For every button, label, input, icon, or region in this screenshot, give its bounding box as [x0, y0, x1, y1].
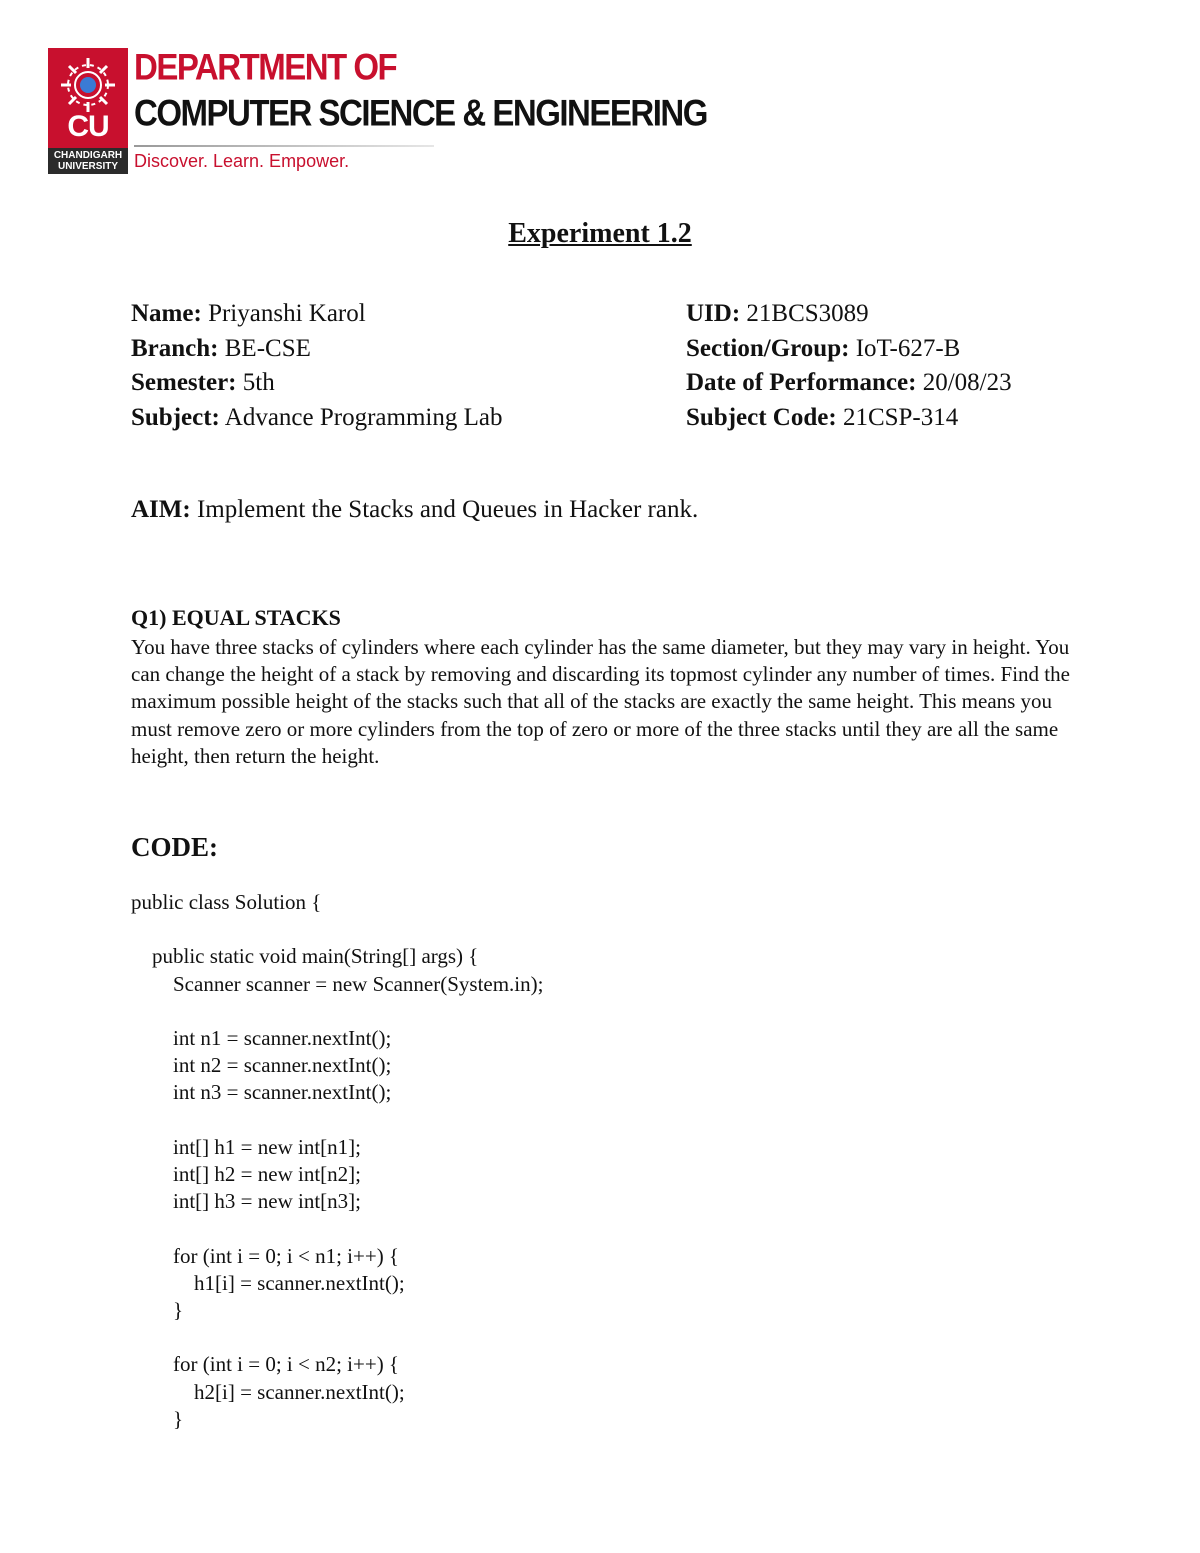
code-heading: CODE:	[131, 832, 218, 862]
subject-code-label: Subject Code:	[686, 403, 837, 431]
branch-row	[131, 332, 502, 367]
department-line-1: DEPARTMENT OF	[134, 46, 397, 88]
question-title: Q1) EQUAL STACKS	[131, 605, 341, 630]
date-value: 20/08/23	[916, 369, 1012, 396]
semester-value: 5th	[236, 369, 275, 396]
page-title: Experiment 1.2	[508, 218, 692, 249]
uid-label: UID:	[686, 300, 741, 327]
student-info-left	[131, 297, 502, 435]
subject-code-row	[686, 401, 1012, 436]
code-block: public class Solution { public static void main(String[] args) { Scanner scanner = new Scanner(System.in); int n1 = scanner.nextInt(); int n2 = scanner.nextInt(); int n3 = scanner.nextInt(); int[] h1 = new int[n1]; int[] h2 = new int[n2]; int[] h3 = new int[n3]; for (int i = 0; i < n1; i++) { h1[i] = scanner.nextInt(); } for (int i = 0; i < n2; i++) { h2[i] = scanner.nextInt(); }	[131, 890, 544, 1431]
logo-cu-text: CU	[67, 110, 109, 143]
semester-row	[131, 366, 502, 401]
section-value: IoT-627-B	[849, 334, 961, 362]
uid-value: 21BCS3089	[740, 300, 869, 327]
aim-text: Implement the Stacks and Queues in Hacker rank.	[190, 496, 699, 523]
logo-university-text: CHANDIGARH UNIVERSITY	[48, 148, 128, 174]
aim-statement	[131, 496, 698, 524]
subject-value: Advance Programming Lab	[219, 403, 503, 431]
header-divider	[134, 145, 434, 147]
subject-row	[131, 401, 502, 436]
branch-label: Branch:	[131, 334, 219, 362]
student-info-right	[686, 297, 1012, 435]
date-row	[686, 366, 1012, 401]
name-value: Priyanshi Karol	[201, 300, 366, 327]
tagline: Discover. Learn. Empower.	[134, 151, 350, 171]
section-row	[686, 332, 1012, 367]
subject-label: Subject:	[131, 403, 220, 431]
university-logo	[48, 48, 128, 174]
department-line-2: COMPUTER SCIENCE & ENGINEERING	[134, 92, 707, 134]
semester-label: Semester:	[131, 369, 237, 396]
date-label: Date of Performance:	[686, 369, 917, 396]
aim-label: AIM:	[131, 496, 191, 523]
name-row	[131, 297, 502, 332]
section-label: Section/Group:	[686, 334, 850, 362]
question-body: You have three stacks of cylinders where each cylinder has the same diameter, but they may vary in height. You can change the height of a stack by removing and discarding its topmost cylinder any number of times. Find the maximum possible height of the stacks such that all of the stacks are exactly the same height. This means you must remove zero or more cylinders from the top of zero or more of the three stacks until they are all the same height, then return the height.	[131, 635, 1070, 768]
university-emblem-icon	[56, 54, 120, 116]
branch-value: BE-CSE	[218, 334, 311, 362]
subject-code-value: 21CSP-314	[836, 403, 959, 431]
uid-row	[686, 297, 1012, 332]
name-label: Name:	[131, 300, 202, 327]
